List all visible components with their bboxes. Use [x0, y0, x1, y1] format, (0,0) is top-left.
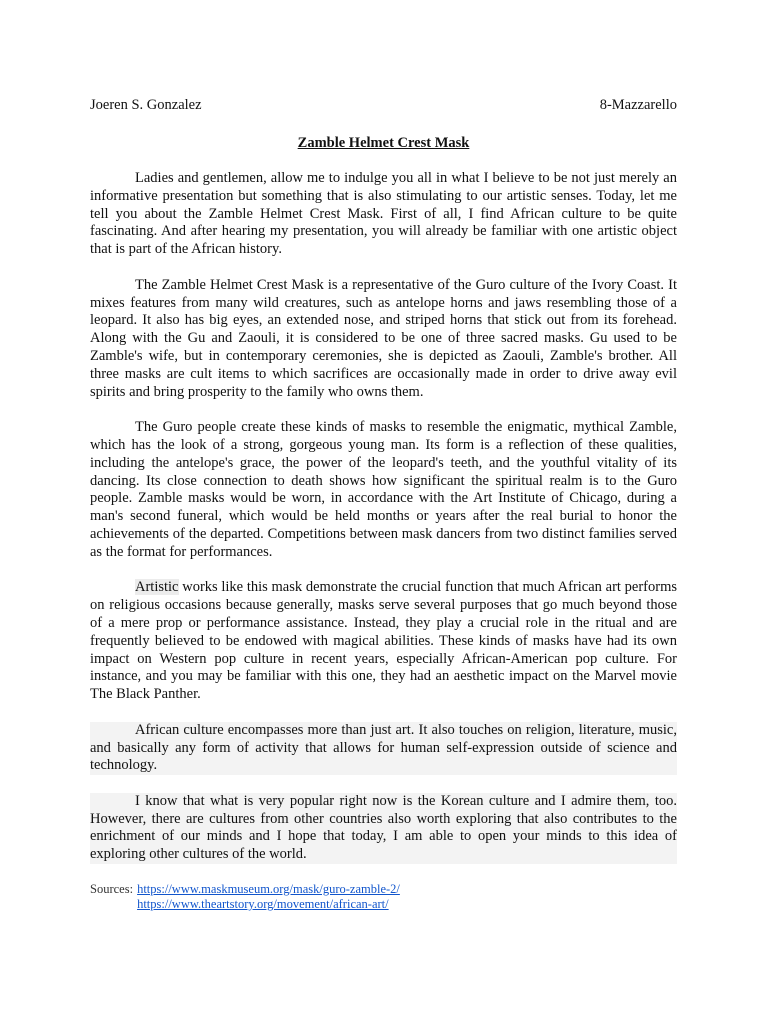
document-body	[90, 170, 677, 864]
document-title	[90, 134, 677, 152]
author-name: Joeren S. Gonzalez	[90, 97, 202, 113]
sources-section	[90, 882, 677, 913]
title-text: Zamble Helmet Crest Mask	[297, 135, 470, 151]
paragraph-conclusion: I know that what is very popular right now is the Korean culture and I admire them, too. However, there are cultures from other countries also worth exploring that also contributes to the enrichment of our minds and I hope that today, I am able to open your minds to this idea of exploring other cultures of the world.	[90, 792, 677, 863]
document-header	[90, 96, 677, 114]
paragraph-african-culture: African culture encompasses more than just art. It also touches on religion, literature, music, and basically any form of activity that allows for human self-expression outside of science and technology.	[90, 721, 677, 774]
paragraph-artistic-function	[90, 579, 677, 704]
paragraph-mask-description: The Zamble Helmet Crest Mask is a representative of the Guro culture of the Ivory Coast. It mixes features from many wild creatures, such as antelope horns and jaws resembling those of a leopard. It also has big eyes, an extended nose, and striped horns that stick out from its forehead. Along with the Gu and Zaouli, it is considered to be one of three sacred masks. Gu used to be Zamble's wife, but in contemporary ceremonies, she is depicted as Zaouli, Zamble's brother. All three masks are cult items to which sacrifices are occasionally made in order to drive away evil spirits and bring prosperity to the family who owns them.	[90, 276, 677, 400]
source-link-maskmuseum[interactable]: https://www.maskmuseum.org/mask/guro-zamble-2/	[137, 881, 400, 896]
sources-links	[137, 882, 400, 913]
class-section: 8-Mazzarello	[599, 97, 677, 113]
paragraph-guro-people: The Guro people create these kinds of masks to resemble the enigmatic, mythical Zamble, which has the look of a strong, gorgeous young man. Its form is a reflection of these qualities, including the antelope's grace, the power of the leopard's teeth, and the youthful vitality of its dancing. Its close connection to death shows how significant the spiritual realm is to the Guro people. Zamble masks would be worn, in accordance with the Art Institute of Chicago, during a man's second funeral, which would be held months or years after the real burial to honor the achievements of the departed. Competitions between mask dancers from two distinct families served as the format for performances.	[90, 419, 677, 560]
sources-label: Sources:	[90, 881, 134, 896]
source-link-theartstory[interactable]: https://www.theartstory.org/movement/african-art/	[137, 897, 389, 912]
paragraph-artistic-function-text: works like this mask demonstrate the crucial function that much African art performs on religious occasions because generally, masks serve several purposes that go much beyond those of a mere prop or performance assistance. Instead, they play a crucial role in the ritual and are frequently believed to be endowed with magical abilities. These kinds of masks have had its own impact on Western pop culture in recent years, especially African-American pop culture. For instance, and you may be familiar with this one, they had an aesthetic impact on the Marvel movie The Black Panther.	[90, 579, 677, 703]
highlighted-word: Artistic	[135, 579, 179, 596]
paragraph-intro: Ladies and gentlemen, allow me to indulge you all in what I believe to be not just merely an informative presentation but something that is also stimulating to our artistic senses. Today, let me tell you about the Zamble Helmet Crest Mask. First of all, I find African culture to be quite fascinating. And after hearing my presentation, you will already be familiar with one artistic object that is part of the African history.	[90, 170, 677, 258]
